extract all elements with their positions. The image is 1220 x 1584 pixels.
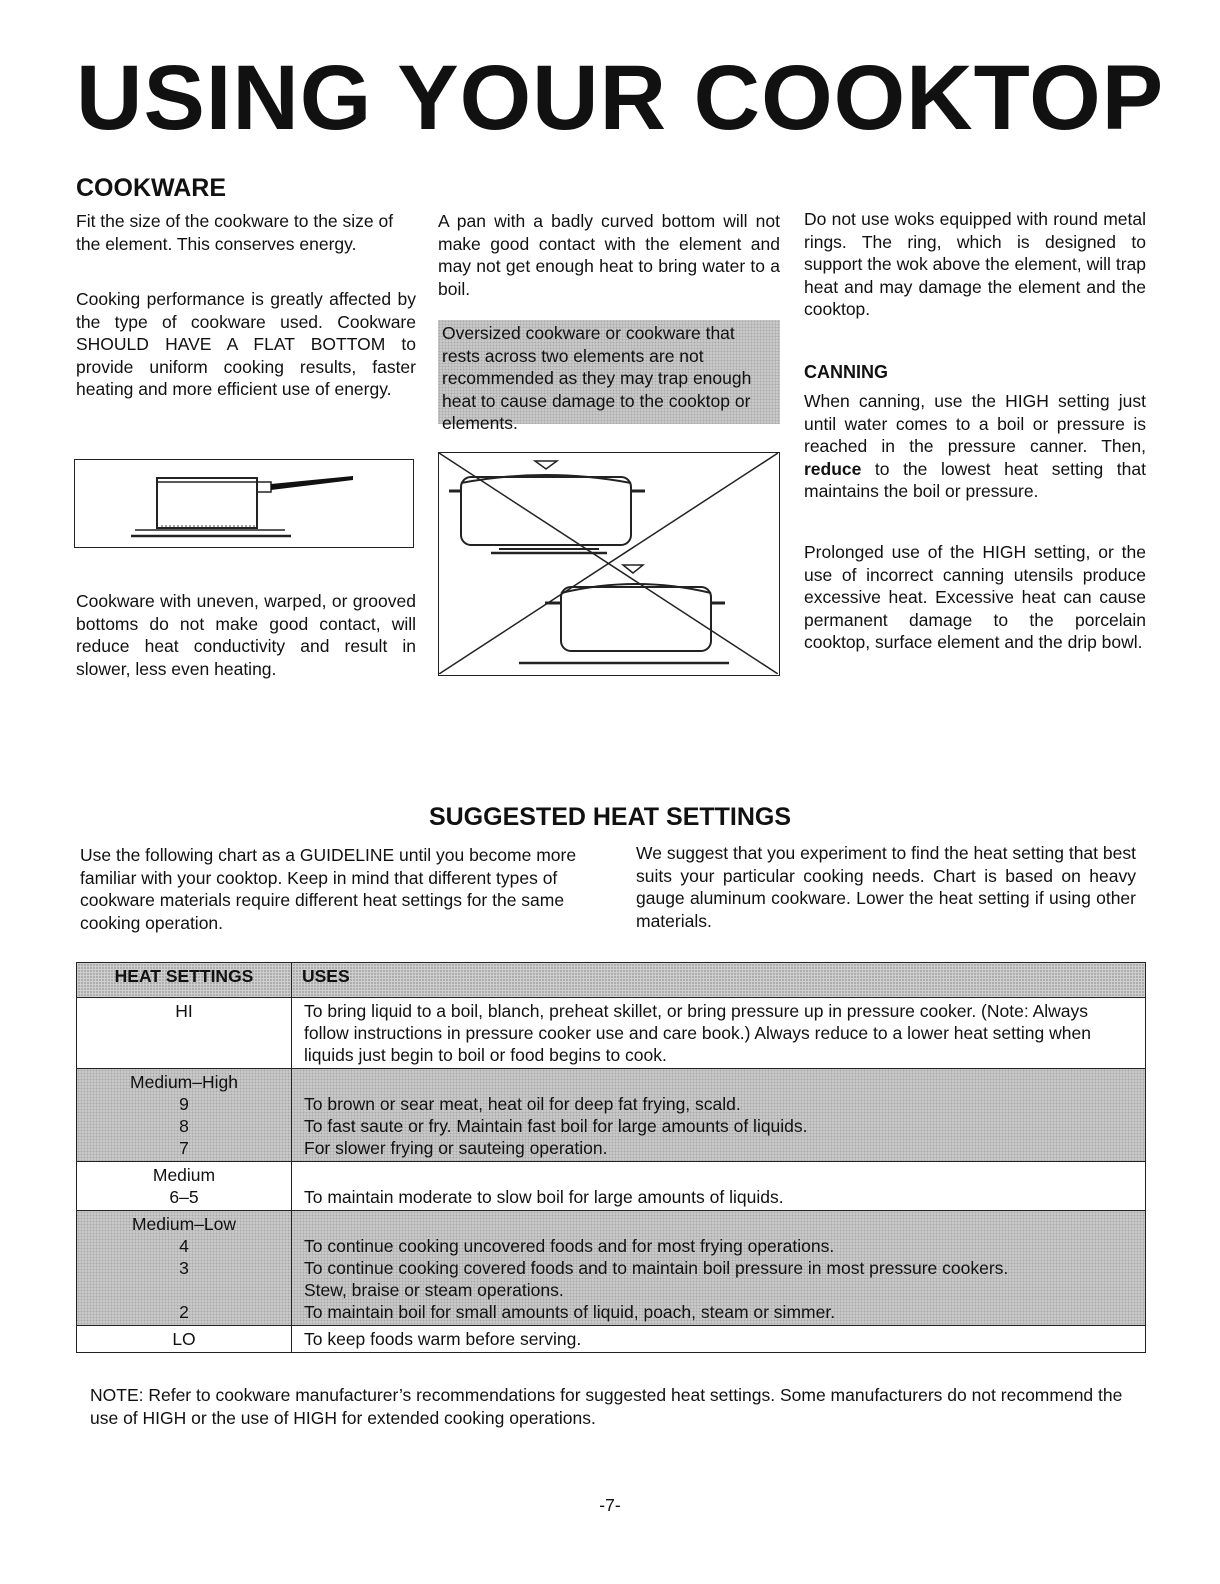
cookware-col2-p1: A pan with a badly curved bottom will not make good contact with the element and may not get enough heat to bring water to a boil.: [438, 211, 780, 299]
table-row: [77, 1069, 1146, 1162]
setting-cell: [77, 1162, 292, 1211]
page-title: USING YOUR COOKTOP: [76, 47, 1165, 149]
oversized-cookware-figure: [438, 452, 780, 676]
setting-cell: [77, 998, 292, 1069]
setting-label: [81, 1279, 287, 1301]
use-text: To keep foods warm before serving.: [304, 1329, 582, 1349]
uses-cell: [292, 998, 1146, 1069]
setting-label: 9: [179, 1094, 189, 1114]
cookware-col1-p1: Fit the size of the cookware to the size of the element. This conserves energy.: [76, 211, 394, 254]
use-text: To bring liquid to a boil, blanch, preheat skillet, or bring pressure up in pressure cooker. (Note: Always follow instructions in pressure cooker use and care book.) Always reduce to a lower heat setting when liquids just begin to boil or food begins to cook.: [304, 1001, 1091, 1065]
uses-cell: [292, 1326, 1146, 1353]
heat-settings-heading: SUGGESTED HEAT SETTINGS: [428, 803, 792, 831]
heat-settings-table: [76, 962, 1146, 1353]
uses-column-header: USES: [292, 963, 1146, 998]
table-header-row: [77, 963, 1146, 998]
use-text: [304, 1071, 1133, 1093]
uses-cell: [292, 1069, 1146, 1162]
setting-label: Medium–Low: [131, 1214, 237, 1234]
setting-label: 2: [179, 1302, 189, 1322]
setting-label: Medium: [152, 1165, 216, 1185]
oversized-cookware-note: Oversized cookware or cookware that rests across two elements are not recommended as they may trap enough heat to cause damage to the cooktop or elements.: [438, 320, 780, 424]
cookware-heading: COOKWARE: [76, 174, 226, 202]
page-number: -7-: [599, 1495, 621, 1515]
setting-cell: [77, 1211, 292, 1326]
canning-p1-text: When canning, use the HIGH setting just until water comes to a boil or pressure is reached in the pressure canner. Then,: [804, 391, 1146, 456]
saucepan-icon: [75, 460, 412, 546]
heat-settings-intro-right: We suggest that you experiment to find the heat setting that best suits your particular cooking needs. Chart is based on heavy gauge aluminum cookware. Lower the heat setting if using other materials.: [636, 843, 1136, 931]
use-text: To maintain boil for small amounts of liquid, poach, steam or simmer.: [304, 1302, 836, 1322]
use-text: Stew, braise or steam operations.: [304, 1280, 564, 1300]
use-text: [304, 1164, 1133, 1186]
use-text: To maintain moderate to slow boil for large amounts of liquids.: [304, 1187, 784, 1207]
flat-pan-figure: [74, 459, 414, 548]
heat-settings-note: NOTE: Refer to cookware manufacturer’s recommendations for suggested heat settings. Some manufacturers do not recommend the use of HIGH or the use of HIGH for extended cooking operations.: [90, 1385, 1123, 1428]
canning-p2: Prolonged use of the HIGH setting, or the use of incorrect canning utensils produce excessive heat. Excessive heat can cause permanent damage to the porcelain cooktop, surface element and the drip bowl.: [804, 542, 1146, 652]
table-row: [77, 1211, 1146, 1326]
canning-heading: CANNING: [804, 362, 888, 382]
setting-cell: [77, 1069, 292, 1162]
table-row: [77, 998, 1146, 1069]
use-text: To brown or sear meat, heat oil for deep fat frying, scald.: [304, 1094, 741, 1114]
cookware-col3-p1: Do not use woks equipped with round metal rings. The ring, which is designed to support the wok above the element, will trap heat and may damage the element and the cooktop.: [804, 209, 1146, 319]
setting-label: 7: [179, 1138, 189, 1158]
setting-label: 4: [179, 1236, 189, 1256]
use-text: To continue cooking covered foods and to maintain boil pressure in most pressure cookers.: [304, 1258, 1009, 1278]
setting-cell: [77, 1326, 292, 1353]
table-row: [77, 1162, 1146, 1211]
setting-label: 8: [179, 1116, 189, 1136]
canning-p1: [804, 390, 1146, 503]
heat-settings-intro-left: Use the following chart as a GUIDELINE until you become more familiar with your cooktop. Keep in mind that different types of cookware materials require different heat settings for the same cooking operation.: [80, 845, 577, 933]
uses-cell: [292, 1162, 1146, 1211]
canning-p1-text-end: to the lowest heat setting that maintains the boil or pressure.: [804, 458, 1146, 501]
uses-cell: [292, 1211, 1146, 1326]
table-row: [77, 1326, 1146, 1353]
cookware-col1-p2: Cooking performance is greatly affected by the type of cookware used. Cookware SHOULD HAVE A FLAT BOTTOM to provide uniform cooking results, faster heating and more efficient use of energy.: [76, 289, 416, 399]
heat-settings-column-header: HEAT SETTINGS: [77, 963, 292, 998]
setting-label: HI: [175, 1001, 193, 1021]
use-text: To fast saute or fry. Maintain fast boil for large amounts of liquids.: [304, 1116, 808, 1136]
setting-label: 3: [179, 1258, 189, 1278]
use-text: For slower frying or sauteing operation.: [304, 1138, 608, 1158]
setting-label: 6–5: [169, 1187, 199, 1207]
crossed-out-pots-icon: [439, 453, 778, 674]
cookware-col1-p3: Cookware with uneven, warped, or grooved bottoms do not make good contact, will reduce heat conductivity and result in slower, less even heating.: [76, 591, 416, 679]
canning-p1-bold: reduce: [804, 458, 862, 479]
use-text: To continue cooking uncovered foods and for most frying operations.: [304, 1236, 835, 1256]
setting-label: Medium–High: [130, 1072, 238, 1092]
use-text: [304, 1213, 1133, 1235]
setting-label: LO: [172, 1329, 196, 1349]
